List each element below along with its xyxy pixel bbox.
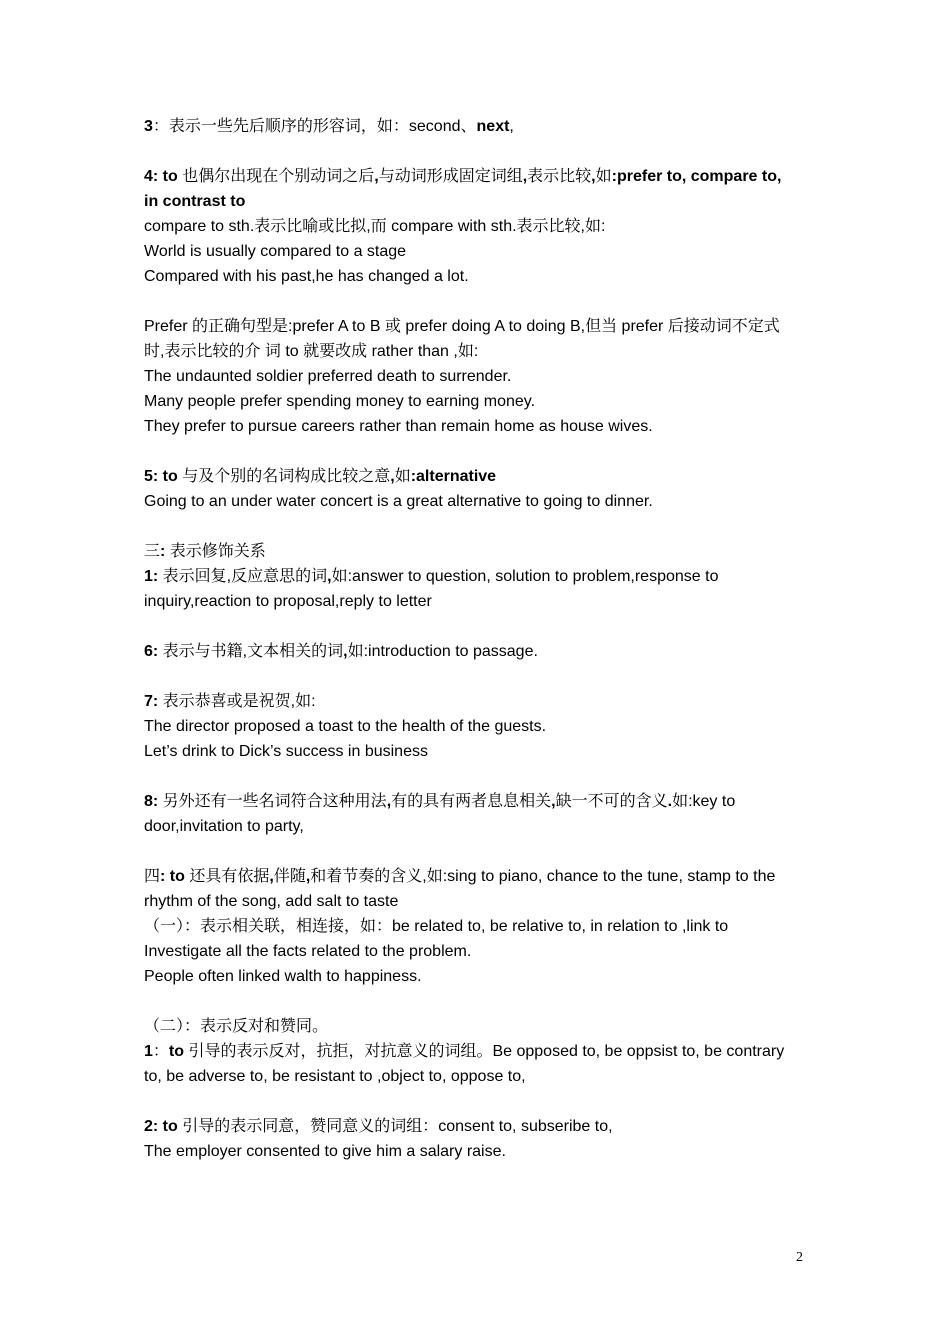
page-number: 2 — [796, 1250, 803, 1265]
text-line — [144, 1039, 816, 1064]
bold-run: in contrast to — [144, 193, 246, 210]
bold-run: , — [343, 643, 348, 660]
bold-run: 4: to — [144, 168, 183, 185]
text-line — [144, 814, 816, 839]
paragraph-spacer — [144, 614, 816, 639]
text-run: （一）：表示相关联，相连接，如：be related to, be relative to, in relation to ,link to — [144, 918, 729, 935]
bold-run: : to — [160, 868, 190, 885]
paragraph-spacer — [144, 1089, 816, 1114]
text-run: Going to an under water concert is a great alternative to going to dinner. — [144, 493, 653, 510]
paragraph-block — [144, 1014, 816, 1089]
text-run: 四 — [144, 868, 161, 885]
text-line — [144, 564, 816, 589]
text-run: Let’s drink to Dick’s success in business — [144, 743, 428, 760]
text-run: 缺一不可的含义 — [555, 793, 668, 810]
text-run: compare to sth.表示比喻或比拟,而 compare with sth.表示比较,如: — [144, 218, 606, 235]
bold-run: :alternative — [410, 468, 497, 485]
bold-run: 1 — [144, 1043, 153, 1060]
text-run: 也偶尔出现在个别动词之后 — [182, 168, 375, 185]
text-line — [144, 1064, 816, 1089]
paragraph-spacer — [144, 289, 816, 314]
text-line — [144, 739, 816, 764]
text-run: Compared with his past,he has changed a lot. — [144, 268, 469, 285]
text-run: They prefer to pursue careers rather than remain home as house wives. — [144, 418, 653, 435]
text-run: 引导的表示反对，抗拒，对抗意义的词组。Be opposed to, be oppsist to, be contrary — [188, 1043, 785, 1060]
paragraph-block — [144, 314, 816, 439]
paragraph-spacer — [144, 514, 816, 539]
text-run: The employer consented to give him a salary raise. — [144, 1143, 506, 1160]
paragraph-block — [144, 789, 816, 839]
text-run: 另外还有一些名词符合这种用法 — [162, 793, 387, 810]
bold-run: , — [327, 568, 332, 585]
text-line — [144, 314, 816, 339]
text-run: , — [509, 118, 514, 135]
text-run: 如:introduction to passage. — [347, 643, 538, 660]
text-run: 表示比较 — [527, 168, 592, 185]
text-line — [144, 889, 816, 914]
bold-run: , — [305, 868, 311, 885]
text-line — [144, 414, 816, 439]
bold-run: , — [551, 793, 556, 810]
paragraph-block — [144, 864, 816, 989]
paragraph-block — [144, 1114, 816, 1164]
paragraph-block — [144, 464, 816, 514]
bold-run: 3 — [144, 118, 153, 135]
bold-run: next — [476, 118, 510, 135]
text-run: 伴随 — [273, 868, 306, 885]
paragraph-block — [144, 639, 816, 664]
text-run: 表示恭喜或是祝贺,如: — [162, 693, 316, 710]
paragraph-spacer — [144, 989, 816, 1014]
text-run: The director proposed a toast to the health of the guests. — [144, 718, 547, 735]
text-line — [144, 164, 816, 189]
text-run: 如:answer to question, solution to problem,response to — [331, 568, 719, 585]
bold-run: :prefer to, compare to, — [611, 168, 782, 185]
document-body — [144, 114, 816, 1164]
bold-run: , — [386, 793, 392, 810]
text-line — [144, 489, 816, 514]
text-run: 如 — [394, 468, 411, 485]
bold-run: , — [390, 468, 395, 485]
paragraph-spacer — [144, 664, 816, 689]
paragraph-spacer — [144, 764, 816, 789]
text-run: The undaunted soldier preferred death to surrender. — [144, 368, 512, 385]
text-run: Many people prefer spending money to earning money. — [144, 393, 536, 410]
text-run: to, be adverse to, be resistant to ,object to, oppose to, — [144, 1068, 526, 1085]
paragraph-spacer — [144, 439, 816, 464]
text-run: door,invitation to party, — [144, 818, 304, 835]
text-line — [144, 714, 816, 739]
text-run: 表示与书籍,文本相关的词 — [162, 643, 344, 660]
text-line — [144, 389, 816, 414]
text-run: 时,表示比较的介 词 to 就要改成 rather than ,如: — [144, 343, 479, 360]
paragraph-block — [144, 164, 816, 289]
text-run: Prefer 的正确句型是:prefer A to B 或 prefer doing A to doing B,但当 prefer 后接动词不定式 — [144, 318, 780, 335]
text-line — [144, 964, 816, 989]
text-run: （二）：表示反对和赞同。 — [144, 1018, 329, 1035]
paragraph-block — [144, 689, 816, 764]
paragraph-block — [144, 539, 816, 614]
bold-run: , — [522, 168, 528, 185]
bold-run: , — [269, 868, 274, 885]
text-run: 和着节奏的含义,如:sing to piano, chance to the tune, stamp to the — [310, 868, 776, 885]
text-run: 有的具有两者息息相关 — [391, 793, 552, 810]
text-line — [144, 264, 816, 289]
text-run: ：表示一些先后顺序的形容词，如：second、 — [152, 118, 477, 135]
bold-run: 8: — [144, 793, 163, 810]
text-line — [144, 539, 816, 564]
bold-run: to — [168, 1043, 189, 1060]
text-line — [144, 114, 816, 139]
paragraph-spacer — [144, 839, 816, 864]
text-line — [144, 864, 816, 889]
text-line — [144, 914, 816, 939]
text-line — [144, 939, 816, 964]
bold-run: : — [160, 543, 170, 560]
text-run: rhythm of the song, add salt to taste — [144, 893, 399, 910]
text-run: 与动词形成固定词组 — [378, 168, 523, 185]
text-run: 表示回复,反应意思的词 — [162, 568, 328, 585]
text-line — [144, 1014, 816, 1039]
text-line — [144, 339, 816, 364]
paragraph-block — [144, 114, 816, 139]
text-run: 三 — [144, 543, 161, 560]
text-line — [144, 364, 816, 389]
text-line — [144, 689, 816, 714]
text-run: Investigate all the facts related to the problem. — [144, 943, 472, 960]
text-run: 表示修饰关系 — [169, 543, 266, 560]
text-line — [144, 589, 816, 614]
text-run: World is usually compared to a stage — [144, 243, 407, 260]
bold-run: 7: — [144, 693, 163, 710]
text-run: 如:key to — [672, 793, 736, 810]
text-line — [144, 214, 816, 239]
paragraph-spacer — [144, 139, 816, 164]
bold-run: 1: — [144, 568, 163, 585]
text-line — [144, 1114, 816, 1139]
bold-run: , — [591, 168, 596, 185]
text-run: People often linked walth to happiness. — [144, 968, 422, 985]
bold-run: . — [667, 793, 673, 810]
text-line — [144, 639, 816, 664]
text-line — [144, 189, 816, 214]
text-line — [144, 1139, 816, 1164]
bold-run: 6: — [144, 643, 163, 660]
text-run: 引导的表示同意，赞同意义的词组：consent to, subseribe to, — [182, 1118, 613, 1135]
text-run: 如 — [595, 168, 612, 185]
text-line — [144, 464, 816, 489]
text-run: inquiry,reaction to proposal,reply to letter — [144, 593, 432, 610]
bold-run: , — [374, 168, 379, 185]
bold-run: 2: to — [144, 1118, 183, 1135]
text-line — [144, 239, 816, 264]
text-run: 与及个别的名词构成比较之意 — [182, 468, 391, 485]
text-line — [144, 789, 816, 814]
bold-run: 5: to — [144, 468, 183, 485]
text-run: 还具有依据 — [189, 868, 270, 885]
text-run: ： — [152, 1043, 169, 1060]
